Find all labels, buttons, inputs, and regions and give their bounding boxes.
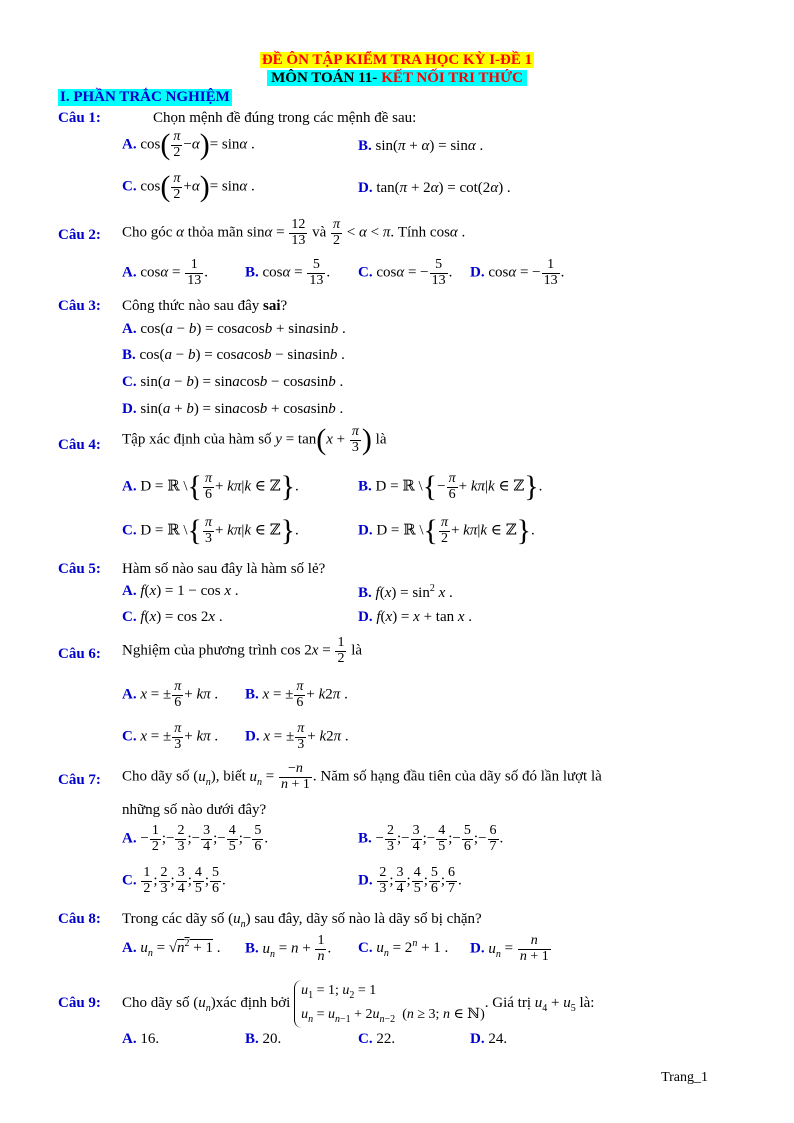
q8-option-d: D. $u_n$ = $\frac{n}{n + 1}$ xyxy=(470,933,549,964)
q4-option-d: D. D = ℝ \{ $\frac{\pi}{2}$ + kπ|k ∈ ℤ}. xyxy=(358,514,535,548)
q9-option-a: A. 16. xyxy=(122,1031,160,1047)
q7-option-d: D. $\frac{2}{3}$ ; $\frac{3}{4}$ ; $\frac{4}{5}$ ; $\frac{5}{6}$ ; $\frac{6}{7}$ . xyxy=(358,865,462,896)
q1-option-d: D. tan(π + 2α) = cot(2α) . xyxy=(358,180,511,196)
q3-option-d: D. sin(a + b) = sinacosb + cosasinb . xyxy=(122,401,344,417)
section-heading: I. PHẦN TRẮC NGHIỆM xyxy=(60,89,230,105)
q6-option-c: C. x = ± $\frac{\pi}{3}$ + kπ . xyxy=(122,721,219,752)
q1-option-a: A. cos( $\frac{\pi}{2}$ −α)= sinα . xyxy=(122,128,255,162)
question-4-text: Tập xác định của hàm số y = tan(x + $\frac{\pi}{3}$ ) là xyxy=(122,423,387,457)
q8-option-c: C. $u_n = 2^n + 1$ . xyxy=(358,938,449,959)
question-8-text: Trong các dãy số $(u_n)$ sau đây, dãy số nào là dãy số bị chặn? xyxy=(122,911,482,930)
page-number: Trang_1 xyxy=(661,1070,708,1085)
question-6-label: Câu 6: xyxy=(58,646,101,662)
q4-option-c: C. D = ℝ \{ $\frac{\pi}{3}$ + kπ|k ∈ ℤ}. xyxy=(122,514,299,548)
question-3-text: Công thức nào sau đây sai? xyxy=(122,298,288,314)
q1-option-b: B. sin(π + α) = sinα . xyxy=(358,138,484,154)
q5-option-b: B. $f(x) = \sin^2 x$ . xyxy=(358,583,453,601)
q6-option-d: D. x = ± $\frac{\pi}{3}$ + k2π . xyxy=(245,721,349,752)
question-7-label: Câu 7: xyxy=(58,772,101,788)
question-5-label: Câu 5: xyxy=(58,561,101,577)
question-7-text: Cho dãy số $(u_n)$, biết $u_n$ = $\frac{-n}{n + 1}$ . Năm số hạng đầu tiên của dãy số đó lần lượt là xyxy=(122,761,602,792)
question-3-label: Câu 3: xyxy=(58,298,101,314)
q8-option-a: A. $u_n = √n^2 + 1$ . xyxy=(122,938,221,959)
q6-option-a: A. x = ± $\frac{\pi}{6}$ + kπ . xyxy=(122,679,219,710)
q4-option-a: A. D = ℝ \{ $\frac{\pi}{6}$ + kπ|k ∈ ℤ}. xyxy=(122,470,299,504)
q9-option-c: C. 22. xyxy=(358,1031,396,1047)
question-9-text: Cho dãy số $(u_n)xác$ định bởi $u_1 = 1$; $u_2 = 1$ $u_n = u_{n-1} + 2u_{n-2}$ (n ≥ 3; n ∈ ℕ) . Giá trị $u_4 + u_5$ là: xyxy=(122,980,594,1028)
q3-option-b: B. cos(a − b) = cosacosb − sinasinb . xyxy=(122,347,345,363)
q5-option-d: D. f(x) = x + tan x . xyxy=(358,609,473,625)
question-6-text: Nghiệm của phương trình cos 2x = $\frac{1}{2}$ là xyxy=(122,635,363,666)
q9-option-d: D. 24. xyxy=(470,1031,508,1047)
title-line-1: ĐỀ ÔN TẬP KIỂM TRA HỌC KỲ I-ĐỀ 1 xyxy=(261,52,533,68)
question-2-text: Cho góc α thỏa mãn sinα = $\frac{12}{13}$ và $\frac{\pi}{2}$ < α < π. Tính cosα . xyxy=(122,217,466,248)
q3-option-a: A. cos(a − b) = cosacosb + sinasinb . xyxy=(122,321,346,337)
question-4-label: Câu 4: xyxy=(58,437,101,453)
question-7-text-line2: những số nào dưới đây? xyxy=(122,802,267,818)
question-5-text: Hàm số nào sau đây là hàm số lẻ? xyxy=(122,561,326,577)
q9-option-b: B. 20. xyxy=(245,1031,282,1047)
q2-option-a: A. cosα = $\frac{1}{13}$ . xyxy=(122,257,208,288)
q1-option-c: C. cos( $\frac{\pi}{2}$ +α)= sinα . xyxy=(122,170,255,204)
q7-option-b: B. − $\frac{2}{3}$ ;− $\frac{3}{4}$ ;− $\frac{4}{5}$ ;− $\frac{5}{6}$ ;− $\frac{6}{7}$ . xyxy=(358,823,504,854)
question-1-text: Chọn mệnh đề đúng trong các mệnh đề sau: xyxy=(153,110,417,126)
q5-option-a: A. f(x) = 1 − cos x . xyxy=(122,583,239,599)
question-2-label: Câu 2: xyxy=(58,227,101,243)
q6-option-b: B. x = ± $\frac{\pi}{6}$ + k2π . xyxy=(245,679,348,710)
q2-option-d: D. cosα = − $\frac{1}{13}$ . xyxy=(470,257,565,288)
q3-option-c: C. sin(a − b) = sinacosb − cosasinb . xyxy=(122,374,344,390)
title-line-2: MÔN TOÁN 11- KẾT NỐI TRI THỨC xyxy=(0,70,794,87)
question-9-label: Câu 9: xyxy=(58,995,101,1011)
q2-option-c: C. cosα = − $\frac{5}{13}$ . xyxy=(358,257,453,288)
question-8-label: Câu 8: xyxy=(58,911,101,927)
q8-option-b: B. $u_n = n$ + $\frac{1}{n}$ . xyxy=(245,933,332,964)
q2-option-b: B. cosα = $\frac{5}{13}$ . xyxy=(245,257,331,288)
q7-option-a: A. − $\frac{1}{2}$ ;− $\frac{2}{3}$ ;− $\frac{3}{4}$ ;− $\frac{4}{5}$ ;− $\frac{5}{6}$ . xyxy=(122,823,269,854)
question-1-label: Câu 1: xyxy=(58,110,101,126)
q7-option-c: C. $\frac{1}{2}$ ; $\frac{2}{3}$ ; $\frac{3}{4}$ ; $\frac{4}{5}$ ; $\frac{5}{6}$ . xyxy=(122,865,226,896)
q5-option-c: C. f(x) = cos 2x . xyxy=(122,609,223,625)
q4-option-b: B. D = ℝ \{− $\frac{\pi}{6}$ + kπ|k ∈ ℤ}. xyxy=(358,470,543,504)
